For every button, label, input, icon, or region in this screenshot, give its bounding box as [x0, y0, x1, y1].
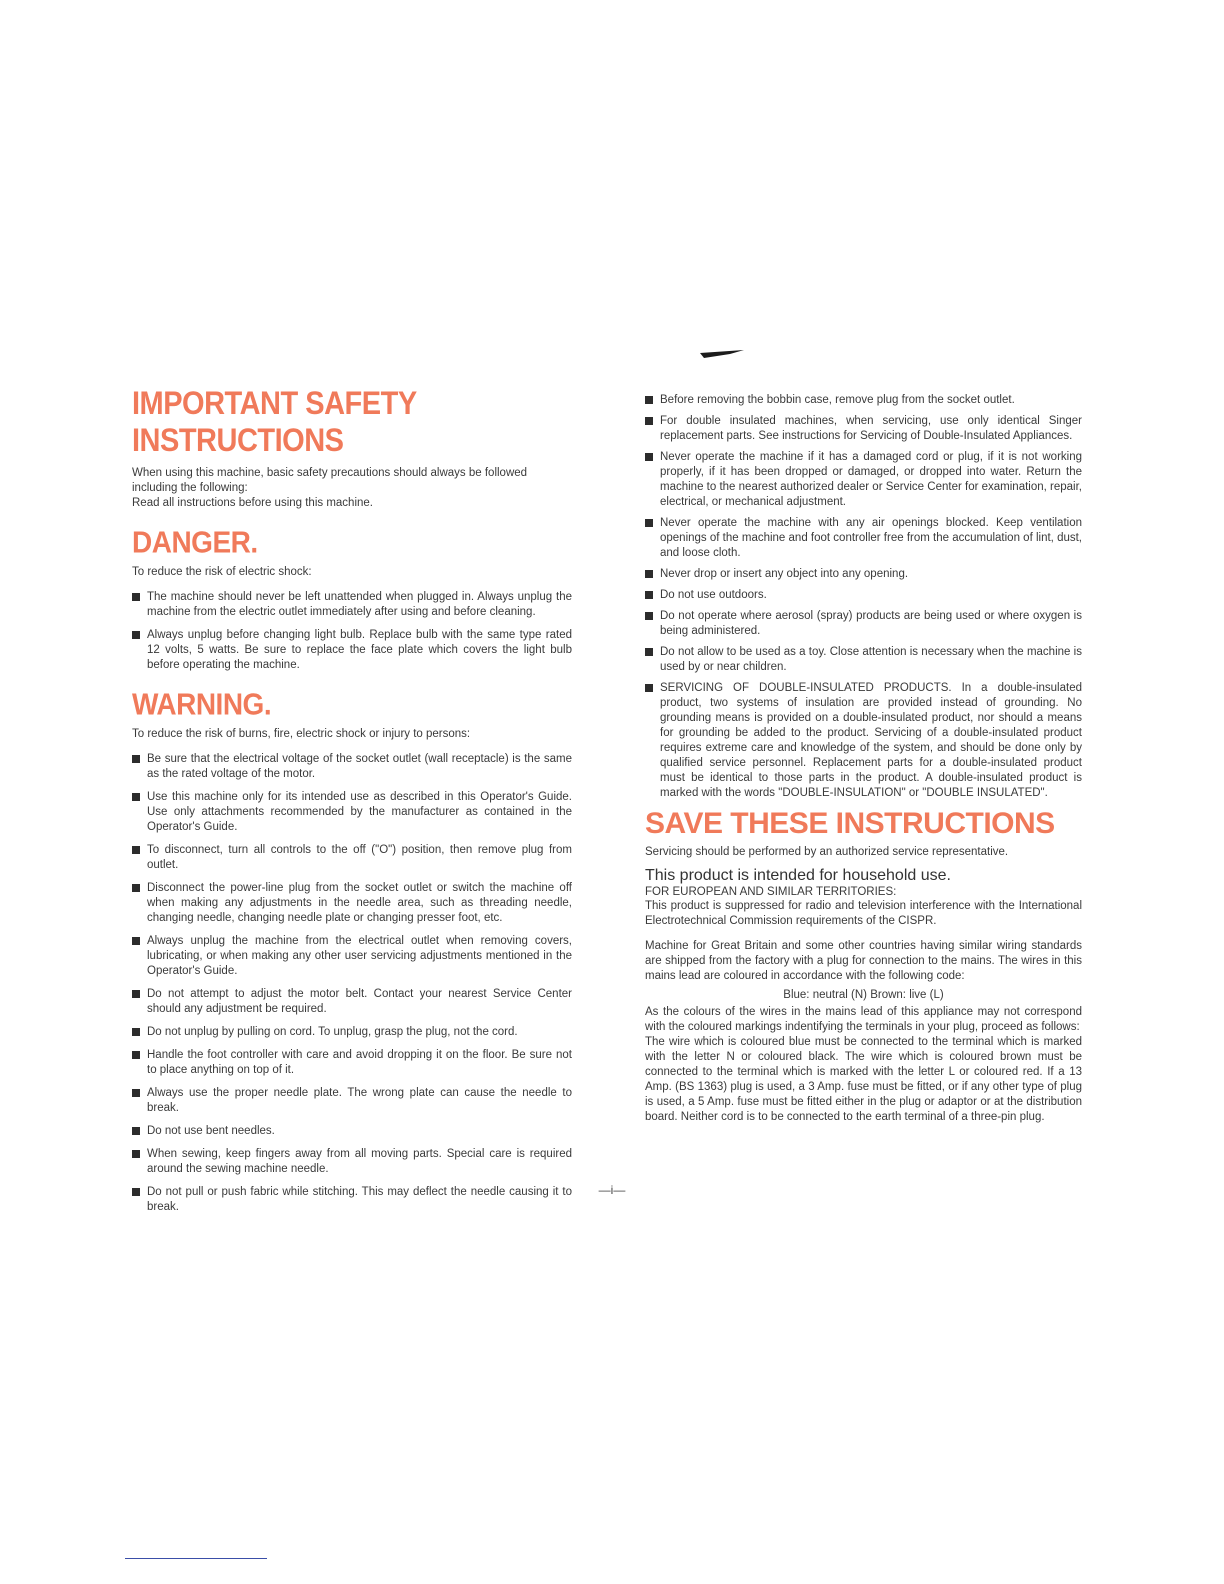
bullet-square-icon: [645, 570, 653, 578]
list-item: Disconnect the power-line plug from the socket outlet or switch the machine off when making any adjustments in the needle area, such as threading needle, changing needle, changing needle plate or changing presser foot, etc.: [132, 881, 572, 926]
bullet-square-icon: [132, 631, 140, 639]
bullet-square-icon: [645, 591, 653, 599]
bullet-square-icon: [132, 1028, 140, 1036]
bullet-square-icon: [645, 519, 653, 527]
bullet-square-icon: [645, 417, 653, 425]
bullet-square-icon: [132, 793, 140, 801]
list-item: Never operate the machine if it has a damaged cord or plug, if it is not working properly, if it has been dropped or damaged, or dropped into water. Return the machine to the nearest authorized dealer or Service Center for examination, repair, electrical, or mechanical adjustment.: [645, 450, 1082, 510]
pen-mark: [700, 350, 744, 358]
wire-code: Blue: neutral (N) Brown: live (L): [783, 989, 944, 1001]
warning-heading: WARNING.: [132, 687, 272, 722]
list-item: Always unplug the machine from the electrical outlet when removing covers, lubricating, or when making any other user servicing adjustments mentioned in the Operator's Guide.: [132, 934, 572, 979]
bullet-square-icon: [132, 755, 140, 763]
page-number: —i—: [598, 1183, 626, 1197]
list-item: Be sure that the electrical voltage of the socket outlet (wall receptacle) is the same as the rated voltage of the motor.: [132, 752, 572, 782]
bullet-square-icon: [132, 593, 140, 601]
suppression-note: This product is suppressed for radio and television interference with the International Electrotechnical Commission requirements of the CISPR.: [645, 900, 1082, 927]
list-item: Never drop or insert any object into any opening.: [645, 567, 1082, 582]
list-item: Do not use outdoors.: [645, 588, 1082, 603]
list-item: Do not use bent needles.: [132, 1124, 572, 1139]
page-title: IMPORTANT SAFETY INSTRUCTIONS: [132, 386, 417, 459]
right-column: [645, 393, 1082, 1125]
bullet-square-icon: [132, 1051, 140, 1059]
household-note: This product is intended for household use.: [645, 867, 951, 884]
left-column: [132, 386, 572, 1223]
list-item: Always use the proper needle plate. The wrong plate can cause the needle to break.: [132, 1086, 572, 1116]
bullet-square-icon: [645, 612, 653, 620]
servicing-note: Servicing should be performed by an authorized service representative.: [645, 846, 1009, 858]
bullet-square-icon: [645, 396, 653, 404]
divider-line: [125, 1558, 267, 1559]
danger-intro: To reduce the risk of electric shock:: [132, 566, 312, 578]
great-britain-note: Machine for Great Britain and some other countries having similar wiring standards are shipped from the factory with a plug for connection to the mains. The wires in this mains lead are coloured in accordance with the following code:: [645, 940, 1082, 982]
list-item: The machine should never be left unattended when plugged in. Always unplug the machine from the electric outlet immediately after using and before cleaning.: [132, 590, 572, 620]
warning-intro: To reduce the risk of burns, fire, electric shock or injury to persons:: [132, 728, 471, 740]
continued-list: [645, 393, 1082, 801]
bullet-square-icon: [132, 1127, 140, 1135]
list-item: Handle the foot controller with care and avoid dropping it on the floor. Be sure not to place anything on top of it.: [132, 1048, 572, 1078]
list-item: Do not attempt to adjust the motor belt. Contact your nearest Service Center should any adjustment be required.: [132, 987, 572, 1017]
list-item: Do not allow to be used as a toy. Close attention is necessary when the machine is used by or near children.: [645, 645, 1082, 675]
list-item: When sewing, keep fingers away from all moving parts. Special care is required around the sewing machine needle.: [132, 1147, 572, 1177]
bullet-square-icon: [132, 990, 140, 998]
list-item: Before removing the bobbin case, remove plug from the socket outlet.: [645, 393, 1082, 408]
list-item: To disconnect, turn all controls to the off ("O") position, then remove plug from outlet.: [132, 843, 572, 873]
list-item: Always unplug before changing light bulb. Replace bulb with the same type rated 12 volts, 5 watts. Be sure to replace the face plate which covers the light bulb before operating the machine.: [132, 628, 572, 673]
list-item: Do not pull or push fabric while stitching. This may deflect the needle causing it to break.: [132, 1185, 572, 1215]
bullet-square-icon: [645, 684, 653, 692]
list-item: Never operate the machine with any air openings blocked. Keep ventilation openings of the machine and foot controller free from the accumulation of lint, dust, and loose cloth.: [645, 516, 1082, 561]
wiring-instructions: The wire which is coloured blue must be connected to the terminal which is marked with the letter N or coloured black. The wire which is coloured brown must be connected to the terminal which is marked with the letter L or coloured red. If a 13 Amp. (BS 1363) plug is used, a 3 Amp. fuse must be fitted, or if any other type of plug is used, a 5 Amp. fuse must be fitted either in the plug or adaptor or at the distribution board. Neither cord is to be connected to the earth terminal of a three-pin plug.: [645, 1036, 1082, 1123]
save-heading: SAVE THESE INSTRUCTIONS: [645, 807, 1055, 840]
bullet-square-icon: [132, 1150, 140, 1158]
list-item: Do not operate where aerosol (spray) products are being used or where oxygen is being administered.: [645, 609, 1082, 639]
list-item: Use this machine only for its intended use as described in this Operator's Guide. Use only attachments recommended by the manufacturer as contained in the Operator's Guide.: [132, 790, 572, 835]
bullet-square-icon: [132, 884, 140, 892]
danger-list: [132, 590, 572, 673]
bullet-square-icon: [645, 648, 653, 656]
bullet-square-icon: [132, 937, 140, 945]
danger-heading: DANGER.: [132, 525, 258, 560]
bullet-square-icon: [132, 1089, 140, 1097]
intro-line-1: When using this machine, basic safety precautions should always be followed including the following:: [132, 467, 528, 494]
bullet-square-icon: [132, 846, 140, 854]
list-item: Do not unplug by pulling on cord. To unplug, grasp the plug, not the cord.: [132, 1025, 572, 1040]
bullet-square-icon: [645, 453, 653, 461]
colours-note: As the colours of the wires in the mains lead of this appliance may not correspond with the coloured markings indentifying the terminals in your plug, proceed as follows:: [645, 1006, 1082, 1033]
list-item: SERVICING OF DOUBLE-INSULATED PRODUCTS. In a double-insulated product, two systems of insulation are provided instead of grounding. No grounding means is provided on a double-insulated product, nor should a means for grounding be added to the product. Servicing of a double-insulated product requires extreme care and knowledge of the system, and should be done only by qualified service personnel. Replacement parts for a double-insulated product must be identical to those parts in the product. A double-insulated product is marked with the words "DOUBLE-INSULATION" or "DOUBLE INSULATED".: [645, 681, 1082, 801]
list-item: For double insulated machines, when servicing, use only identical Singer replacement parts. See instructions for Servicing of Double-Insulated Appliances.: [645, 414, 1082, 444]
warning-list: [132, 752, 572, 1215]
intro-line-2: Read all instructions before using this machine.: [132, 497, 373, 509]
territories-heading: FOR EUROPEAN AND SIMILAR TERRITORIES:: [645, 886, 897, 898]
